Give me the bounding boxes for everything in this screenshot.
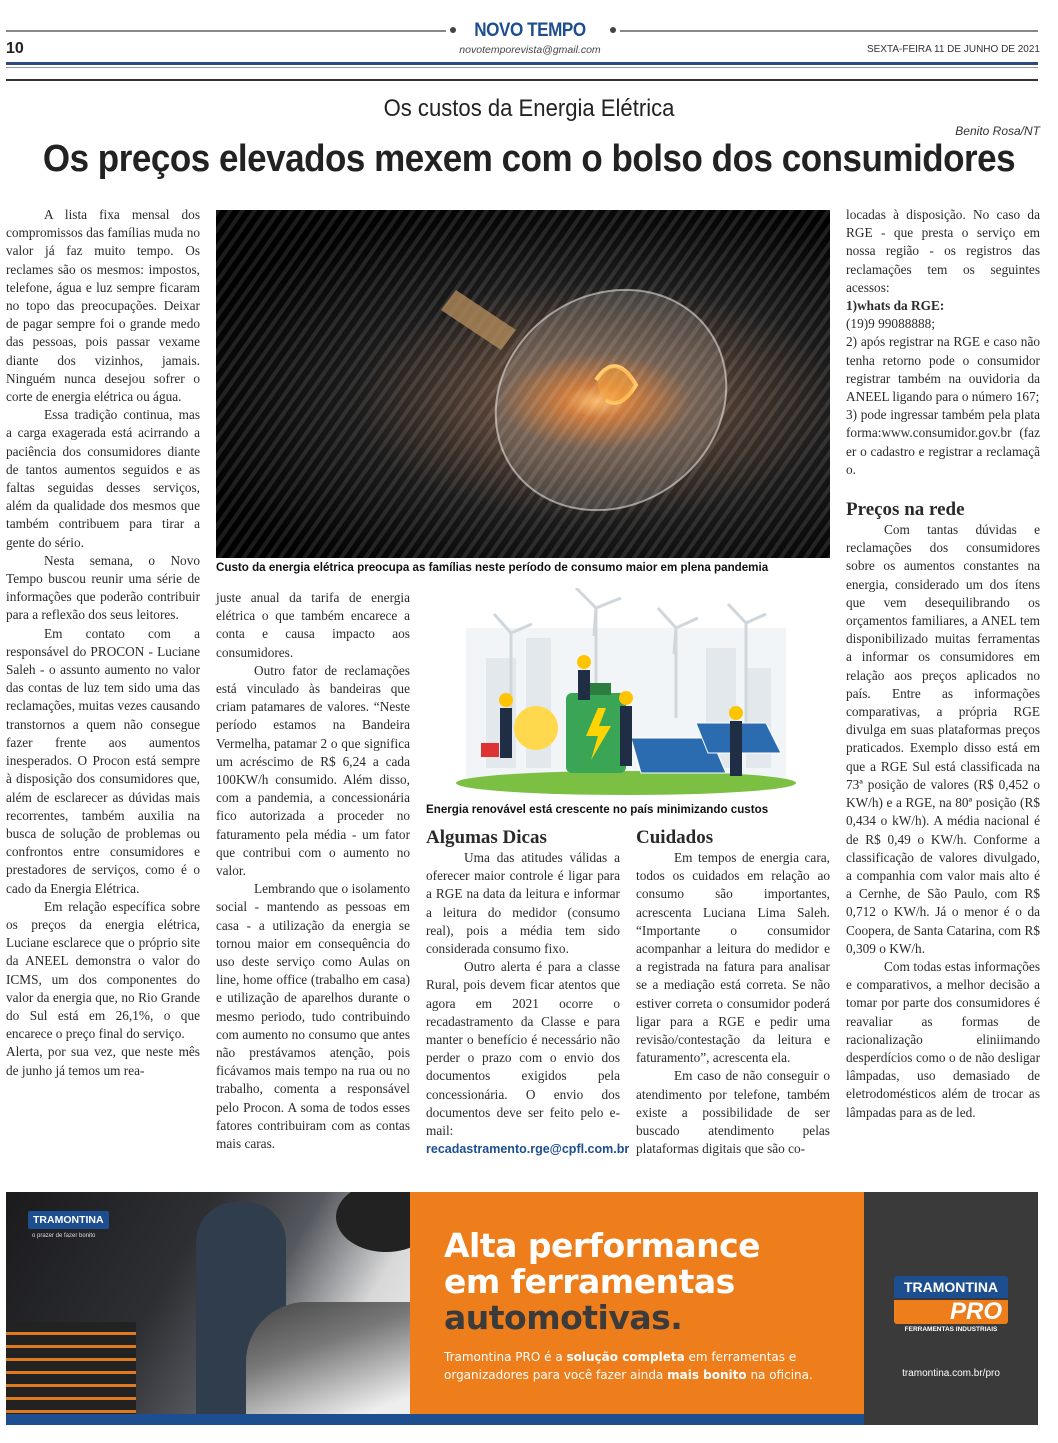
column-5 xyxy=(846,206,1040,1122)
header-email: novotemporevista@gmail.com xyxy=(459,44,601,56)
ad-url[interactable]: tramontina.com.br/pro xyxy=(902,1368,1000,1379)
lightbulb-illustration xyxy=(216,210,830,558)
paragraph: juste anual da tarifa de energia elétrica o que também encarece a conta e causa impacto aos consumidores. xyxy=(216,590,410,660)
article-kicker: Os custos da Energia Elétrica xyxy=(383,95,675,122)
email-link[interactable]: recadastramento.rge@cpfl.com.br xyxy=(426,1142,630,1157)
article-headline: Os preços elevados mexem com o bolso dos consumidores xyxy=(42,138,1016,180)
photo-caption: Custo da energia elétrica preocupa as famílias neste período de consumo maior em plena pandemia xyxy=(216,561,769,574)
paragraph: Uma das atitudes válidas a oferecer maior controle é ligar para a RGE na data da leitura e informar a leitura do medidor (consumo real), pois a média tem sido considerada consumo fixo. xyxy=(426,850,620,957)
header-rule-blue xyxy=(6,62,1038,65)
paragraph: 2) após registrar na RGE e caso não tenha retorno pode o consumidor registrar também na ouvidoria da ANEEL ligando para o número 167; xyxy=(846,334,1040,405)
photo-credit: Benito Rosa/NT xyxy=(955,124,1040,138)
paragraph: Em caso de não conseguir o atendimento por telefone, também existe a possibilidade de ser buscado atendimento pelas plataformas digitais que são co- xyxy=(636,1068,830,1157)
ad-text-part: na oficina. xyxy=(746,1368,813,1382)
paragraph: 3) pode ingressar também pela plataforma:www.consumidor.gov.br (fazer o cadastro e registrar a reclamação. xyxy=(846,407,1040,477)
header-rule-left xyxy=(6,30,446,32)
column-4 xyxy=(636,825,830,1158)
paragraph: Com todas estas informações e comparativos, a melhor decisão a tomar por parte dos consumidores é reavaliar as formas de racionalização eliniimando desperdícios como o de não desligar lâmpadas, uso demasiado de eletrodomésticos além de trocar as lâmpadas para as de led. xyxy=(846,958,1040,1120)
ad-text xyxy=(444,1348,854,1384)
paragraph: Outro alerta é para a classe Rural, pois devem ficar atentos que agora em 2021 ocorre o recadastramento da Classe e para manter o benefício é necessário não perder o prazo com o envio dos documentos exigidos pela concessionária. O envio dos documentos deve ser feito pelo e-mail: xyxy=(426,959,620,1139)
paragraph: Com tantas dúvidas e reclamações dos consumidores sobre os aumentos constantes na energia, considerado um dos ítens que vem desequilibrando os orçamentos familiares, a ANEL tem disponibilizado muitas ferramentas a informar os consumidores em relação aos preços aplicados no país. Entre as informações comparativas, a própria RGE divulga em suas plataformas preços praticados. Exemplo disso está em que a RGE Sul está classificada na 73ª posição de valores (R$ 0,452 o KW/h) e a RGE, na 80ª posição (R$ 0,434 o kW/h). A média nacional é de R$ 0,49 o KW/h. Conforme a classificação de valores divulgado, a companhia com valor mais alto é a Cernhe, de São Paulo, com R$ 0,712 o KW/h. Já o menor é o da Coopera, de Santa Catarina, com R$ 0,309 o KW/h. xyxy=(846,522,1040,956)
logo-brand: TRAMONTINA xyxy=(894,1276,1008,1298)
ad-text-bold: mais bonito xyxy=(667,1368,747,1382)
masthead: NOVO TEMPO xyxy=(474,20,586,41)
ad-gray-panel xyxy=(864,1192,1038,1425)
whats-number: (19)9 99088888; xyxy=(846,316,936,332)
paragraph: A lista fixa mensal dos compromissos das famílias muda no valor já faz muito tempo. Os reclames são os mesmos: impostos, telefone, água e luz sempre ficaram no topo das preocupações. Deixar de pagar sempre foi o grande medo das pessoas, pois passar vexame diante dos vizinhos, jamais. Ninguém nunca desejou sofrer o corte de energia elétrica ou água. xyxy=(6,207,200,405)
logo-subtitle: FERRAMENTAS INDUSTRIAIS xyxy=(904,1326,998,1333)
lightbulb-photo xyxy=(216,210,830,558)
column-2 xyxy=(216,589,410,1153)
header-rule-right xyxy=(620,30,1038,32)
paragraph: Outro fator de reclamações está vinculado às bandeiras que criam patamares de valores. “Neste período estamos na Bandeira Vermelha, patamar 2 o que significa um acréscimo de R$ 6,24 a cada 100KW/h consumido. Além disso, com a pandemia, a concessionária fico autorizada a proceder no faturamento pela média - um fator que contribui com o aumento no valor. xyxy=(216,662,410,879)
ad-title-line: Alta performance xyxy=(444,1226,761,1265)
whats-label: 1)whats da RGE: xyxy=(846,298,945,314)
ad-title-line: automotivas. xyxy=(444,1298,683,1337)
bullet xyxy=(610,27,616,33)
ad-text-part: Tramontina PRO é a xyxy=(444,1350,567,1364)
renewable-energy-illustration xyxy=(426,588,830,800)
tramontina-badge: TRAMONTINA xyxy=(28,1211,109,1229)
ad-blue-bar xyxy=(6,1414,864,1425)
column-1 xyxy=(6,206,200,1080)
paragraph: Em tempos de energia cara, todos os cuidados em relação ao consumo são importantes, acrescenta Luciana Lima Saleh. “Importante o consumidor acompanhar a leitura do medidor e a registrada na fatura para analisar se a mediação está correta. Se não estiver correta o consumidor poderá ligar para a RGE e pedir uma revisão/contestação da leitura e faturamento”, acrescenta ela. xyxy=(636,850,830,1066)
paragraph: Nesta semana, o Novo Tempo buscou reunir uma série de informações que poderão contribuir para a reflexão dos seus leitores. xyxy=(6,552,200,623)
tramontina-advertisement[interactable] xyxy=(6,1192,1038,1425)
ad-text-part: em ferramentas e organizadores para você fazer ainda xyxy=(444,1350,797,1382)
paragraph: Lembrando que o isolamento social - mantendo as pessoas em casa - a utilização da energia se tornou maior em consequência do uso deste serviço como Aulas on line, home office (trabalho em casa) e utilização de aparelhos durante o mesmo periodo, tudo contribuindo com aumento no consumo que antes não prestávamos atenção, pois ficávamos mais tempo na rua ou no trabalho, comenta a responsável pelo Procon. A soma de todos esses fatores contribuiram com as contas mais caras. xyxy=(216,881,410,1152)
paragraph: Essa tradição continua, mas a carga exagerada está acirrando a paciência dos consumidores diante de tantos aumentos seguidos e as faltas seguidas desses serviços, além da qualidade dos mesmos que também contribuem para tirar a gente do sério. xyxy=(6,407,200,550)
ad-title-line: em ferramentas xyxy=(444,1262,735,1301)
tagline: o prazer de fazer bonito xyxy=(32,1233,96,1239)
ad-title xyxy=(444,1228,760,1336)
logo-pro: PRO xyxy=(894,1300,1008,1324)
mechanic-photo xyxy=(6,1192,410,1414)
column-3 xyxy=(426,825,630,1158)
header-rule-bottom xyxy=(6,79,1038,81)
paragraph: Em relação específica sobre os preços da energia elétrica, Luciane esclarece que o próprio site da ANEEL demonstra o valor do ICMS, um dos componentes do valor da energia que, no Rio Grande do Sul está em 26,1%, o que encarece o preço final do serviço. xyxy=(6,898,200,1042)
ad-text-bold: solução completa xyxy=(566,1350,685,1364)
section-heading: Algumas Dicas xyxy=(426,827,547,848)
car-engine xyxy=(246,1302,410,1414)
header-rule-thin xyxy=(6,67,1038,68)
section-heading: Preços na rede xyxy=(846,499,965,521)
tool-cabinet xyxy=(6,1322,136,1414)
page-number: 10 xyxy=(6,40,24,57)
section-heading: Cuidados xyxy=(636,827,714,848)
paragraph: Em contato com a responsável do PROCON - Luciane Saleh - o assunto aumento no valor das contas de luz tem sido uma das reclamações, muitas vezes causando transtornos a quem não consegue fazer frente aos aumentos inesperados. O Procon está sempre à disposição dos consumidores que, além de esclarecer as dúvidas mais recorrentes, também auxilia na busca de solução de problemas ou confrontos entre consumidores e prestadores de serviços, como é o cado da Energia Elétrica. xyxy=(6,625,200,896)
paragraph: locadas à disposição. No caso da RGE - que presta o serviço em nossa região - os registros das reclamações tem os seguintes acessos: xyxy=(846,207,1040,295)
paragraph: Alerta, por sua vez, que neste mês de junho já temos um rea- xyxy=(6,1044,200,1078)
header-date: SEXTA-FEIRA 11 DE JUNHO DE 2021 xyxy=(866,44,1040,55)
illustration-caption: Energia renovável está crescente no país minimizando custos xyxy=(426,803,769,816)
